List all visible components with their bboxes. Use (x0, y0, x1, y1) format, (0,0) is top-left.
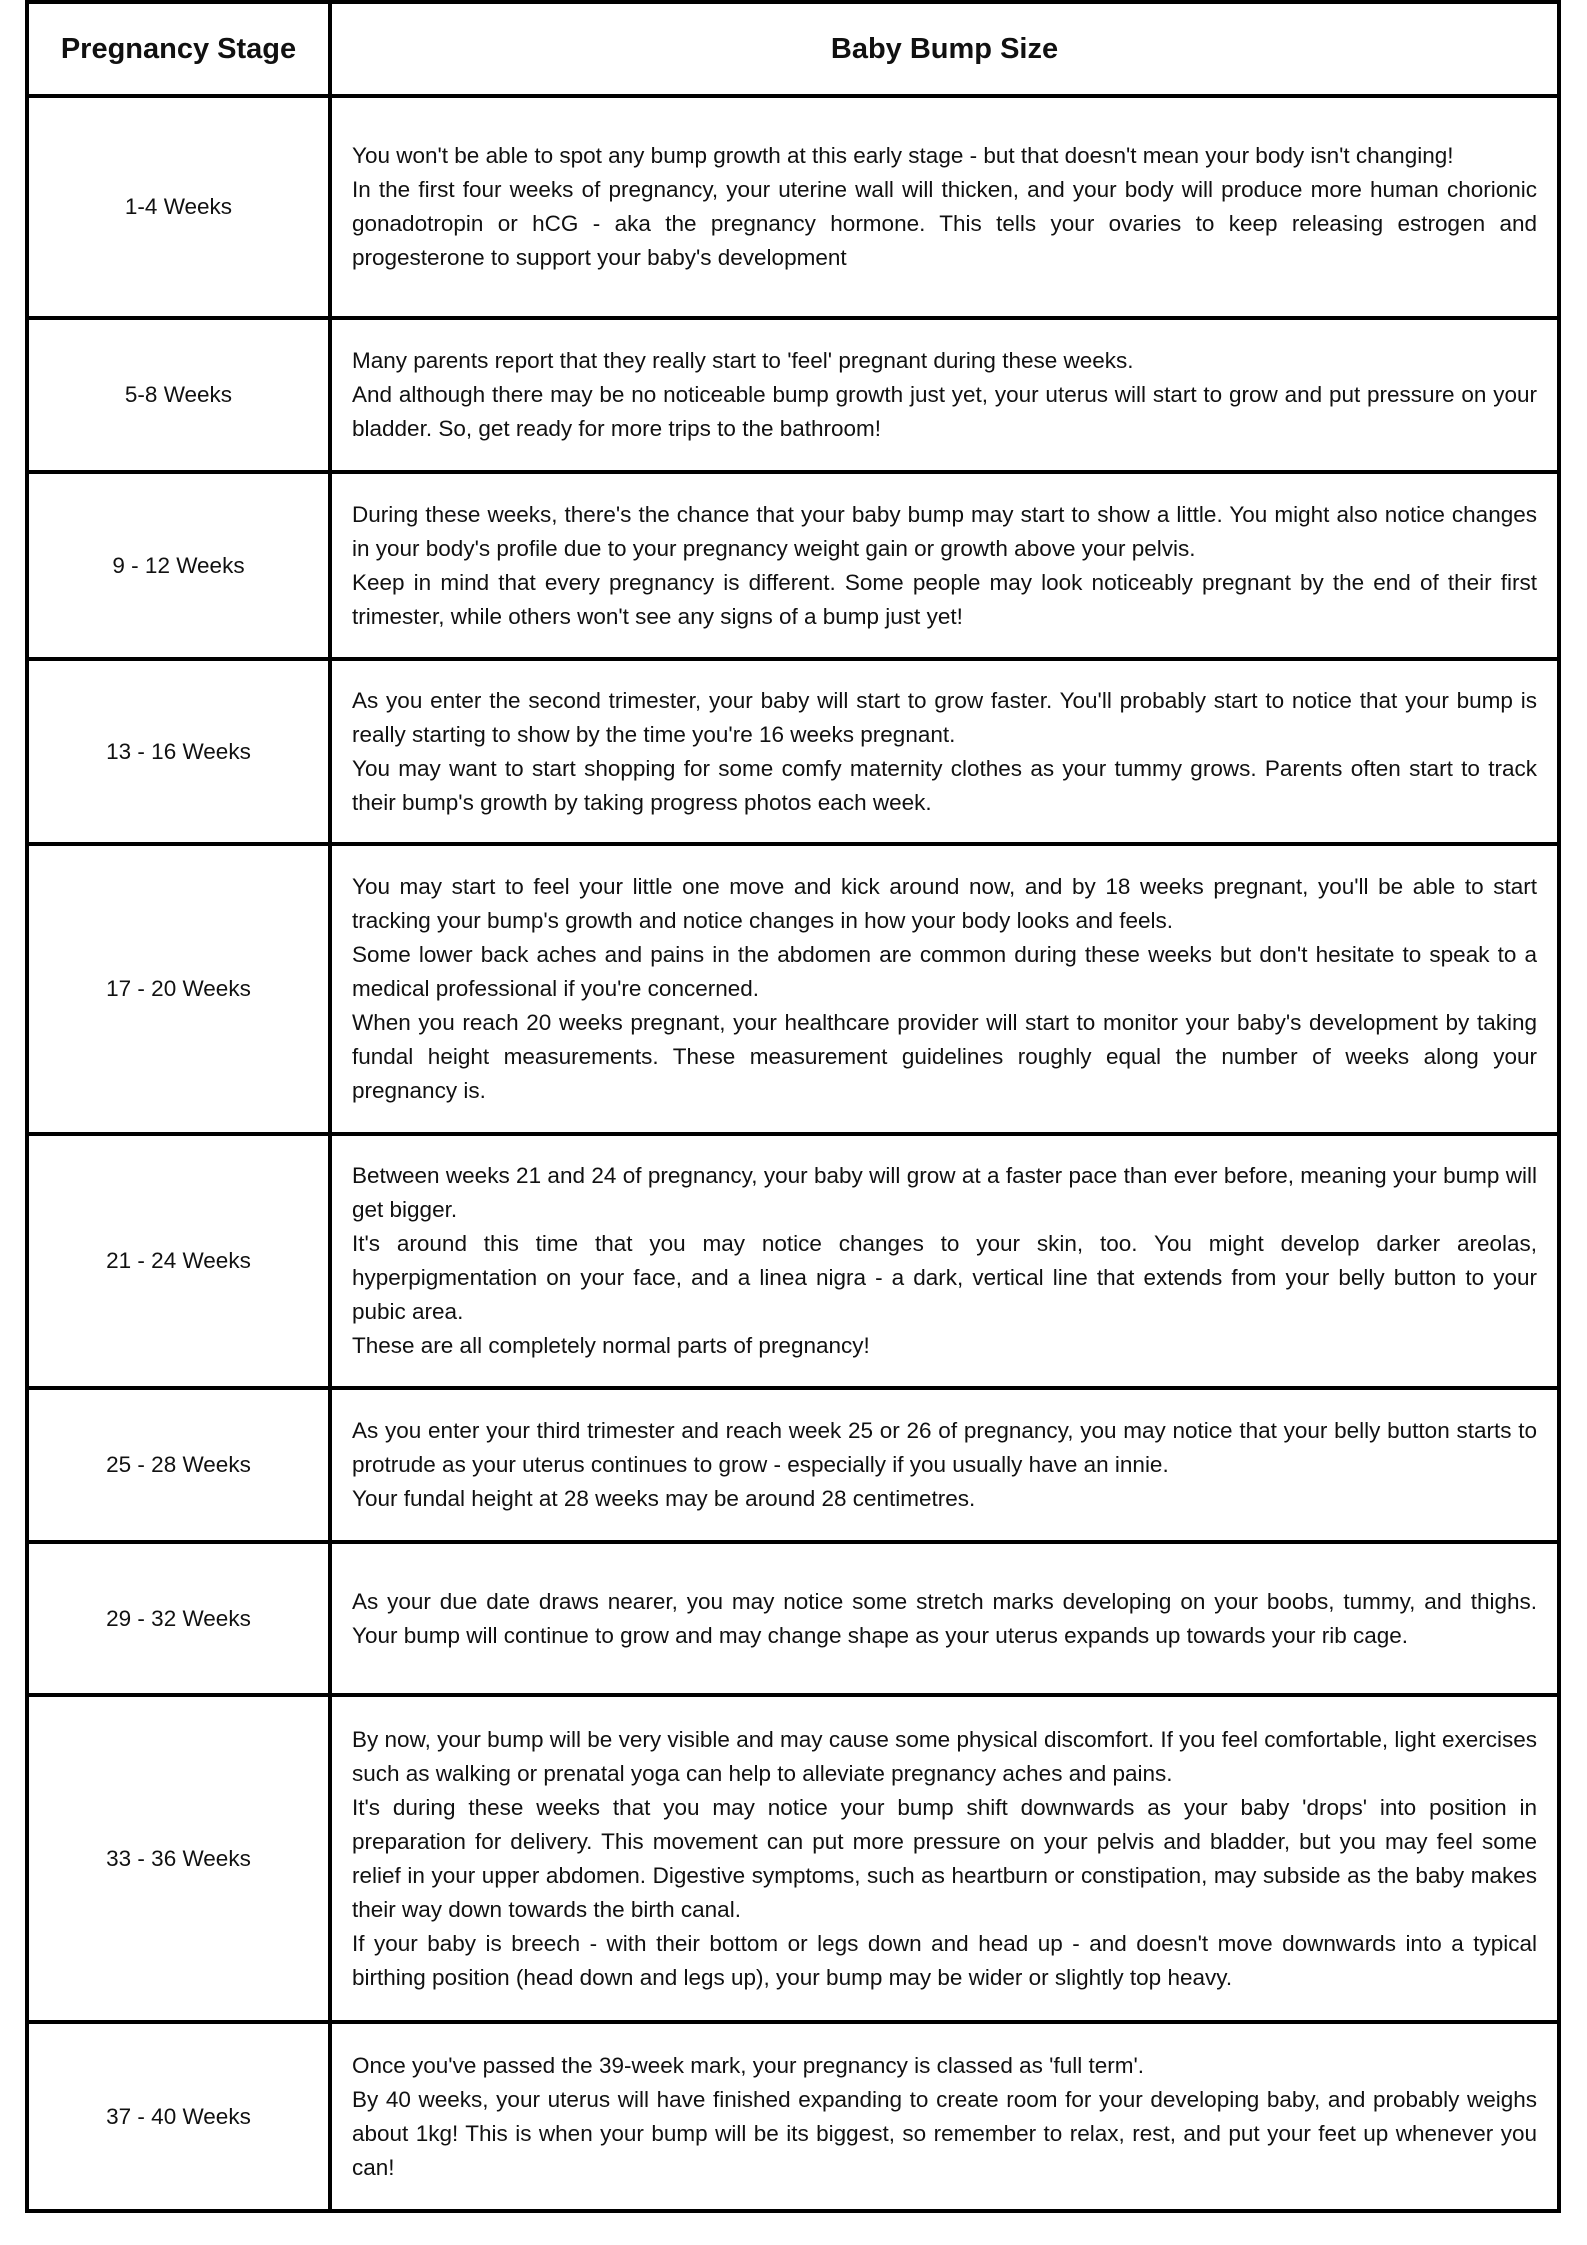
description-paragraph: You won't be able to spot any bump growth at this early stage - but that doesn't mean your body isn't changing! (352, 143, 1454, 168)
description-paragraph: By 40 weeks, your uterus will have finished expanding to create room for your developing baby, and probably weighs about 1kg! This is when your bump will be its biggest, so remember to relax, rest, and put your feet up whenever you can! (352, 2086, 1537, 2180)
table-row (27, 1134, 1559, 1388)
table-row (27, 2022, 1559, 2211)
stage-cell: 9 - 12 Weeks (27, 472, 330, 659)
description-paragraph: Keep in mind that every pregnancy is different. Some people may look noticeably pregnant by the end of their first trimester, while others won't see any signs of a bump just yet! (352, 569, 1537, 629)
description-paragraph: Once you've passed the 39-week mark, your pregnancy is classed as 'full term'. (352, 2052, 1145, 2078)
description-cell (330, 844, 1559, 1134)
header-baby-bump-size: Baby Bump Size (330, 2, 1559, 96)
stage-cell: 29 - 32 Weeks (27, 1542, 330, 1695)
description-cell (330, 1542, 1559, 1695)
description-paragraph: Some lower back aches and pains in the abdomen are common during these weeks but don't hesitate to speak to a medical professional if you're concerned. (352, 942, 1537, 1001)
stage-cell: 21 - 24 Weeks (27, 1134, 330, 1388)
stage-cell: 37 - 40 Weeks (27, 2022, 330, 2211)
stage-cell: 13 - 16 Weeks (27, 659, 330, 844)
description-paragraph: Many parents report that they really start to 'feel' pregnant during these weeks. (352, 348, 1134, 373)
description-paragraph: It's around this time that you may notice changes to your skin, too. You might develop darker areolas, hyperpigmentation on your face, and a linea nigra - a dark, vertical line that extends from your belly button to your pubic area. (352, 1231, 1537, 1324)
pregnancy-bump-table (25, 0, 1561, 2213)
description-paragraph: As your due date draws nearer, you may notice some stretch marks developing on your boobs, tummy, and thighs. Your bump will continue to grow and may change shape as your uterus expands up towards your rib cage. (352, 1588, 1537, 1648)
stage-cell: 5-8 Weeks (27, 318, 330, 472)
table-row (27, 1542, 1559, 1695)
stage-cell: 1-4 Weeks (27, 96, 330, 318)
header-pregnancy-stage: Pregnancy Stage (27, 2, 330, 96)
stage-cell: 25 - 28 Weeks (27, 1388, 330, 1542)
description-paragraph: During these weeks, there's the chance that your baby bump may start to show a little. You might also notice changes in your body's profile due to your pregnancy weight gain or growth above your pelvis. (352, 501, 1537, 561)
description-paragraph: If your baby is breech - with their bottom or legs down and head up - and doesn't move downwards into a typical birthing position (head down and legs up), your bump may be wider or slightly top heavy. (352, 1930, 1537, 1990)
description-cell (330, 318, 1559, 472)
description-paragraph: And although there may be no noticeable bump growth just yet, your uterus will start to grow and put pressure on your bladder. So, get ready for more trips to the bathroom! (352, 382, 1537, 441)
description-cell (330, 1695, 1559, 2022)
description-paragraph: You may want to start shopping for some comfy maternity clothes as your tummy grows. Parents often start to track their bump's growth by taking progress photos each week. (352, 755, 1537, 815)
description-paragraph: As you enter the second trimester, your baby will start to grow faster. You'll probably start to notice that your bump is really starting to show by the time you're 16 weeks pregnant. (352, 687, 1537, 747)
table-row (27, 844, 1559, 1134)
description-paragraph: Between weeks 21 and 24 of pregnancy, your baby will grow at a faster pace than ever before, meaning your bump will get bigger. (352, 1163, 1537, 1222)
description-paragraph: Your fundal height at 28 weeks may be around 28 centimetres. (352, 1486, 976, 1511)
description-paragraph: These are all completely normal parts of pregnancy! (352, 1333, 870, 1358)
description-cell (330, 659, 1559, 844)
table-row (27, 659, 1559, 844)
description-paragraph: By now, your bump will be very visible and may cause some physical discomfort. If you feel comfortable, light exercises such as walking or prenatal yoga can help to alleviate pregnancy aches and pains. (352, 1726, 1537, 1786)
description-paragraph: In the first four weeks of pregnancy, your uterine wall will thicken, and your body will produce more human chorionic gonadotropin or hCG - aka the pregnancy hormone. This tells your ovaries to keep releasing estrogen and progesterone to support your baby's development (352, 177, 1537, 270)
table-header-row (27, 2, 1559, 96)
description-paragraph: It's during these weeks that you may notice your bump shift downwards as your baby 'drops' into position in preparation for delivery. This movement can put more pressure on your pelvis and bladder, but you may feel some relief in your upper abdomen. Digestive symptoms, such as heartburn or constipation, may subside as the baby makes their way down towards the birth canal. (352, 1794, 1537, 1922)
table-row (27, 96, 1559, 318)
table-row (27, 1388, 1559, 1542)
table-row (27, 318, 1559, 472)
table-row (27, 1695, 1559, 2022)
description-cell (330, 1388, 1559, 1542)
description-cell (330, 96, 1559, 318)
stage-cell: 17 - 20 Weeks (27, 844, 330, 1134)
description-paragraph: You may start to feel your little one move and kick around now, and by 18 weeks pregnant, you'll be able to start tracking your bump's growth and notice changes in how your body looks and feels. (352, 874, 1537, 933)
stage-cell: 33 - 36 Weeks (27, 1695, 330, 2022)
description-paragraph: As you enter your third trimester and reach week 25 or 26 of pregnancy, you may notice that your belly button starts to protrude as your uterus continues to grow - especially if you usually have an innie. (352, 1418, 1537, 1477)
description-cell (330, 2022, 1559, 2211)
table-row (27, 472, 1559, 659)
description-cell (330, 472, 1559, 659)
description-paragraph: When you reach 20 weeks pregnant, your healthcare provider will start to monitor your baby's development by taking fundal height measurements. These measurement guidelines roughly equal the number of weeks along your pregnancy is. (352, 1010, 1537, 1103)
description-cell (330, 1134, 1559, 1388)
